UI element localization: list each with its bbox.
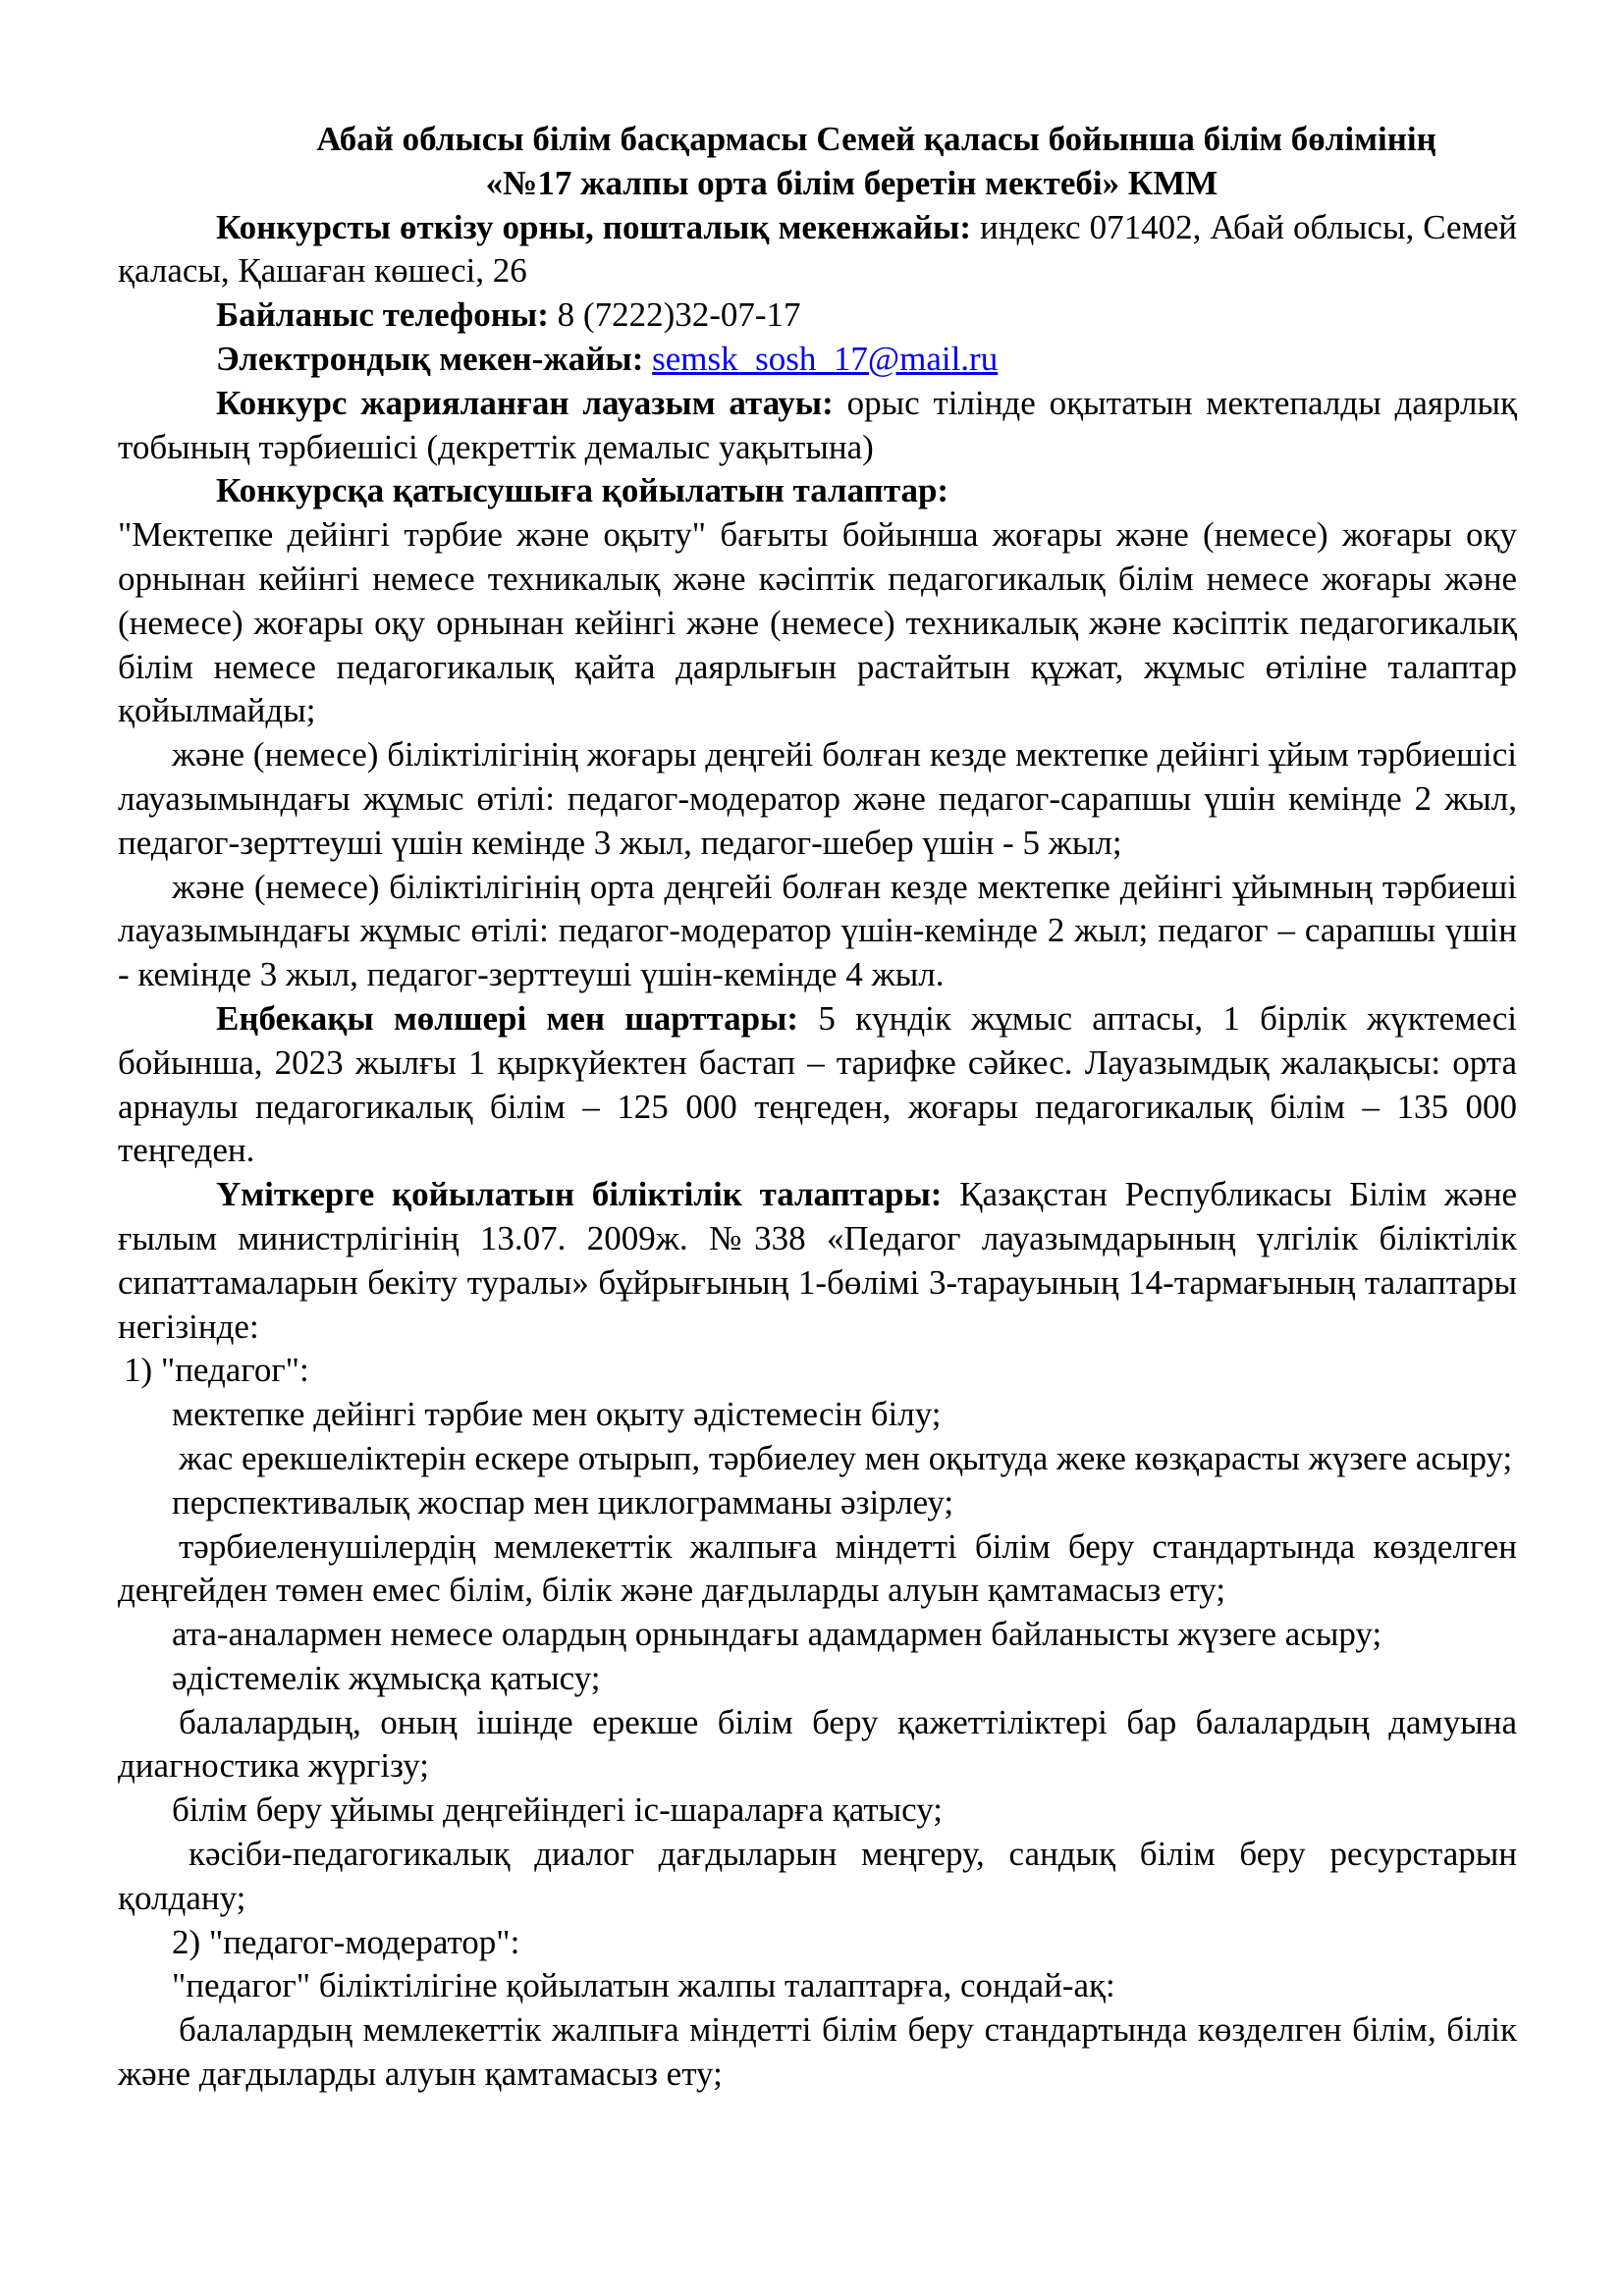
phone-label: Байланыс телефоны: — [216, 295, 549, 335]
pedagog-item-3: перспективалық жоспар мен циклограмманы әзірлеу; — [172, 1482, 954, 1522]
email-link[interactable]: semsk_sosh_17@mail.ru — [652, 339, 999, 378]
moderator-item-2: балалардың мемлекеттік жалпыға міндетті білім беру стандартында көзделген білім, білік және дағдыларды алуын қамтамасыз ету; — [118, 2010, 1517, 2094]
venue-paragraph — [118, 206, 1517, 294]
pedagog-item-4: тәрбиеленушілердің мемлекеттік жалпыға міндетті білім беру стандартында көзделген деңгейден төмен емес білім, білік және дағдыларды алуын қамтамасыз ету; — [118, 1526, 1517, 1610]
qualification-paragraph — [118, 1173, 1517, 1349]
requirements-heading — [118, 469, 1517, 513]
requirements-paragraph-3: және (немесе) біліктілігінің орта деңгейі болған кезде мектепке дейінгі ұйымның тәрбиеші лауазымындағы жұмыс өтілі: педагог-модератор үшін-кемінде 2 жыл; педагог – сарапшы үшін - кемінде 3 жыл, педагог-зерттеуші үшін-кемінде 4 жыл. — [118, 867, 1517, 994]
pedagog-item-5: ата-аналармен немесе олардың орнындағы адамдармен байланысты жүзеге асыру; — [172, 1615, 1382, 1654]
header-line-2: «№17 жалпы орта білім беретін мектебі» КММ — [485, 163, 1218, 202]
requirements-paragraph-2: және (немесе) біліктілігінің жоғары деңгейі болған кезде мектепке дейінгі ұйым тәрбиешісі лауазымындағы жұмыс өтілі: педагог-модератор және педагог-сарапшы үшін кемінде 2 жыл, педагог-зерттеуші үшін кемінде 3 жыл, педагог-шебер үшін - 5 жыл; — [118, 735, 1517, 862]
salary-paragraph — [118, 997, 1517, 1173]
email-paragraph — [118, 338, 1517, 382]
position-value: орыс тілінде оқытатын мектепалды даярлық тобының тәрбиешісі (декреттік демалыс уақытына) — [118, 383, 1517, 466]
header-line-1: Абай облысы білім басқармасы Семей қаласы бойынша білім бөлімінің — [316, 120, 1436, 158]
position-label: Конкурс жарияланған лауазым атауы: — [216, 383, 834, 422]
phone-value: 8 (7222)32-07-17 — [548, 295, 801, 335]
pedagog-item-9: кәсіби-педагогикалық диалог дағдыларын меңгеру, сандық білім беру ресурстарын қолдану; — [118, 1835, 1517, 1917]
pedagog-item-1: мектепке дейінгі тәрбие мен оқыту әдістемесін білу; — [172, 1395, 942, 1434]
phone-paragraph — [118, 294, 1517, 338]
venue-value: индекс 071402, Абай облысы, Семей қаласы, Қашаған көшесі, 26 — [118, 207, 1517, 291]
requirements-paragraph-1: "Мектепке дейінгі тәрбие және оқыту" бағыты бойынша жоғары және (немесе) жоғары оқу орнынан кейінгі немесе техникалық және кәсіптік педагогикалық білім немесе жоғары және (немесе) жоғары оқу орнынан кейінгі және (немесе) техникалық және кәсіптік педагогикалық білім немесе педагогикалық қайта даярлығын растайтын құжат, жұмыс өтіліне талаптар қойылмайды; — [118, 515, 1517, 730]
pedagog-heading: 1) "педагог": — [124, 1351, 309, 1390]
document-body — [118, 118, 1517, 2097]
pedagog-item-8: білім беру ұйымы деңгейіндегі іс-шараларға қатысу; — [172, 1790, 943, 1830]
pedagog-item-2: жас ерекшеліктерін ескере отырып, тәрбиелеу мен оқытуда жеке көзқарасты жүзеге асыру; — [179, 1438, 1513, 1477]
qualification-value: Қазақстан Республикасы Білім және ғылым министрлігінің 13.07. 2009ж. №338 «Педагог лауазымдарының үлгілік біліктілік сипаттамаларын бекіту туралы» бұйрығының 1-бөлімі 3-тарауының 14-тармағының талаптары негізінде: — [118, 1175, 1517, 1346]
email-label: Электрондық мекен-жайы: — [216, 339, 644, 378]
position-paragraph — [118, 382, 1517, 470]
venue-label: Конкурсты өткізу орны, пошталық мекенжайы: — [216, 207, 971, 246]
moderator-item-1: "педагог" біліктілігіне қойылатын жалпы талаптарға, сондай-ақ: — [172, 1966, 1115, 2005]
qualification-label: Үміткерге қойылатын біліктілік талаптары: — [216, 1175, 943, 1214]
salary-value: 5 күндік жұмыс аптасы, 1 бірлік жүктемесі бойынша, 2023 жылғы 1 қыркүйектен бастап – тарифке сәйкес. Лауазымдық жалақысы: орта арнаулы педагогикалық білім – 125 000 теңгеден, жоғары педагогикалық білім – 135 000 теңгеден. — [118, 998, 1517, 1170]
pedagog-item-6: әдістемелік жұмысқа қатысу; — [172, 1658, 601, 1697]
pedagog-item-7: балалардың, оның ішінде ерекше білім беру қажеттіліктері бар балалардың дамуына диагностика жүргізу; — [118, 1702, 1517, 1786]
salary-label: Еңбекақы мөлшері мен шарттары: — [216, 998, 799, 1038]
requirements-label: Конкурсқа қатысушыға қойылатын талаптар: — [216, 471, 949, 510]
moderator-heading: 2) "педагог-модератор": — [172, 1922, 520, 1961]
